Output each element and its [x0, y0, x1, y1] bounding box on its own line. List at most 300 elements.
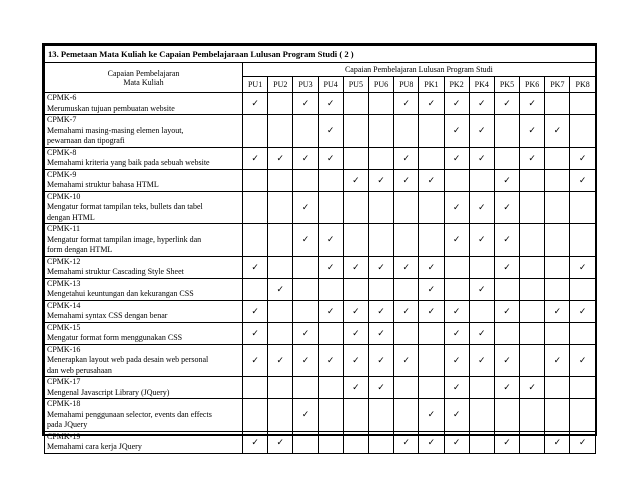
course-outcome-cell — [45, 344, 243, 377]
mapping-cell-pu8 — [394, 322, 419, 344]
checkmark-icon: ✓ — [352, 261, 360, 272]
mapping-cell-pu1 — [243, 431, 268, 453]
mapping-cell-pu5 — [343, 431, 368, 453]
checkmark-icon: ✓ — [326, 305, 335, 316]
checkmark-icon: ✓ — [503, 174, 511, 185]
mapping-cell-pk6 — [520, 278, 545, 300]
mapping-cell-pu4 — [318, 300, 343, 322]
mapping-cell-pu3 — [293, 256, 318, 278]
checkmark-icon: ✓ — [402, 354, 410, 365]
mapping-cell-pu8 — [394, 115, 419, 148]
mapping-cell-pu8 — [394, 431, 419, 453]
outcome-description: Mengenal Javascript Library (JQuery) — [47, 387, 170, 397]
mapping-cell-pk1 — [419, 344, 444, 377]
mapping-cell-pu8 — [394, 224, 419, 257]
mapping-cell-pu4 — [318, 93, 343, 115]
checkmark-icon: ✓ — [402, 174, 410, 185]
mapping-cell-pk7 — [545, 344, 570, 377]
mapping-cell-pk8 — [570, 256, 595, 278]
mapping-cell-pk1 — [419, 115, 444, 148]
checkmark-icon: ✓ — [377, 327, 385, 338]
mapping-cell-pu3 — [293, 169, 318, 191]
mapping-cell-pu3 — [293, 399, 318, 432]
checkmark-icon: ✓ — [503, 234, 511, 245]
mapping-cell-pu1 — [243, 93, 268, 115]
mapping-cell-pu4 — [318, 147, 343, 169]
mapping-cell-pu8 — [394, 169, 419, 191]
mapping-cell-pu5 — [343, 115, 368, 148]
checkmark-icon: ✓ — [427, 409, 436, 420]
course-outcome-cell — [45, 93, 243, 115]
mapping-cell-pk2 — [444, 191, 469, 224]
column-header-pu8: PU8 — [394, 77, 419, 93]
mapping-cell-pu3 — [293, 431, 318, 453]
mapping-cell-pk2 — [444, 93, 469, 115]
mapping-cell-pk5 — [494, 115, 519, 148]
mapping-cell-pu8 — [394, 377, 419, 399]
mapping-cell-pk8 — [570, 377, 595, 399]
course-outcome-cell — [45, 256, 243, 278]
checkmark-icon: ✓ — [578, 436, 587, 447]
checkmark-icon: ✓ — [301, 409, 310, 420]
mapping-cell-pk7 — [545, 224, 570, 257]
mapping-cell-pu4 — [318, 322, 343, 344]
outcome-description: form dengan HTML — [47, 245, 113, 254]
mapping-cell-pk8 — [570, 300, 595, 322]
mapping-cell-pu5 — [343, 300, 368, 322]
checkmark-icon: ✓ — [402, 261, 410, 272]
mapping-cell-pu2 — [268, 147, 293, 169]
mapping-cell-pk8 — [570, 115, 595, 148]
mapping-cell-pk1 — [419, 191, 444, 224]
mapping-cell-pu3 — [293, 300, 318, 322]
checkmark-icon: ✓ — [503, 382, 511, 392]
mapping-cell-pu5 — [343, 344, 368, 377]
mapping-cell-pu1 — [243, 224, 268, 257]
checkmark-icon: ✓ — [503, 354, 511, 365]
table-row — [45, 93, 596, 115]
mapping-cell-pu6 — [368, 256, 393, 278]
mapping-cell-pu3 — [293, 224, 318, 257]
mapping-cell-pu2 — [268, 169, 293, 191]
mapping-cell-pu2 — [268, 224, 293, 257]
checkmark-icon: ✓ — [478, 201, 486, 212]
checkmark-icon: ✓ — [377, 382, 385, 392]
mapping-cell-pk6 — [520, 191, 545, 224]
mapping-cell-pu5 — [343, 399, 368, 432]
table-row — [45, 191, 596, 224]
mapping-cell-pk2 — [444, 377, 469, 399]
mapping-cell-pk7 — [545, 115, 570, 148]
checkmark-icon: ✓ — [326, 125, 335, 136]
table-row — [45, 115, 596, 148]
outcome-description: Merumuskan tujuan pembuatan website — [47, 103, 175, 113]
outcome-description: Memahami kriteria yang baik pada sebuah website — [47, 158, 210, 167]
mapping-cell-pk5 — [494, 377, 519, 399]
course-outcome-cell — [45, 278, 243, 300]
table-row — [45, 147, 596, 169]
outcome-description: pewarnaan dan tipografi — [47, 136, 125, 145]
outcome-description: Mengatur format form menggunakan CSS — [47, 333, 183, 342]
title-row — [45, 46, 596, 63]
mapping-cell-pu1 — [243, 322, 268, 344]
column-header-pu1: PU1 — [243, 77, 268, 93]
mapping-cell-pk2 — [444, 300, 469, 322]
mapping-cell-pk6 — [520, 224, 545, 257]
table-row — [45, 322, 596, 344]
mapping-cell-pk4 — [469, 344, 494, 377]
course-outcome-cell — [45, 191, 243, 224]
mapping-cell-pu1 — [243, 399, 268, 432]
table-row — [45, 256, 596, 278]
course-outcome-cell — [45, 322, 243, 344]
mapping-cell-pu4 — [318, 278, 343, 300]
mapping-cell-pk5 — [494, 169, 519, 191]
mapping-cell-pk5 — [494, 431, 519, 453]
mapping-cell-pu2 — [268, 322, 293, 344]
mapping-cell-pk7 — [545, 322, 570, 344]
mapping-cell-pk1 — [419, 169, 444, 191]
checkmark-icon: ✓ — [553, 125, 562, 136]
outcome-code: CPMK-10 — [47, 191, 81, 201]
mapping-cell-pk5 — [494, 224, 519, 257]
mapping-cell-pu3 — [293, 191, 318, 224]
checkmark-icon: ✓ — [478, 125, 486, 136]
mapping-cell-pu5 — [343, 191, 368, 224]
checkmark-icon: ✓ — [251, 98, 259, 108]
mapping-cell-pu2 — [268, 93, 293, 115]
checkmark-icon: ✓ — [251, 152, 259, 163]
mapping-cell-pk4 — [469, 431, 494, 453]
checkmark-icon: ✓ — [578, 152, 587, 163]
mapping-cell-pu2 — [268, 256, 293, 278]
checkmark-icon: ✓ — [503, 436, 511, 447]
course-outcome-cell — [45, 377, 243, 399]
mapping-cell-pu3 — [293, 115, 318, 148]
checkmark-icon: ✓ — [478, 327, 486, 338]
checkmark-icon: ✓ — [427, 305, 436, 316]
outcome-code: CPMK-13 — [47, 278, 81, 288]
checkmark-icon: ✓ — [578, 174, 587, 185]
mapping-cell-pk6 — [520, 300, 545, 322]
checkmark-icon: ✓ — [427, 261, 436, 272]
mapping-cell-pk1 — [419, 224, 444, 257]
mapping-cell-pu2 — [268, 431, 293, 453]
checkmark-icon: ✓ — [352, 382, 360, 392]
mapping-cell-pu6 — [368, 224, 393, 257]
mapping-cell-pu4 — [318, 224, 343, 257]
mapping-cell-pk5 — [494, 278, 519, 300]
mapping-cell-pk5 — [494, 93, 519, 115]
outcome-description: Mengatur format tampilan image, hyperlink dan — [47, 234, 202, 244]
mapping-table-frame — [42, 43, 597, 451]
outcome-code: CPMK-18 — [47, 399, 81, 408]
checkmark-icon: ✓ — [427, 283, 436, 294]
outcome-code: CPMK-19 — [47, 431, 81, 441]
checkmark-icon: ✓ — [452, 409, 461, 420]
header-course-outcome-line1: Capaian Pembelajaran — [107, 68, 180, 78]
outcome-description: Mengetahui keuntungan dan kekurangan CSS — [47, 289, 194, 298]
checkmark-icon: ✓ — [402, 305, 410, 316]
mapping-cell-pu1 — [243, 344, 268, 377]
mapping-cell-pu2 — [268, 115, 293, 148]
course-outcome-cell — [45, 300, 243, 322]
checkmark-icon: ✓ — [352, 305, 360, 316]
course-outcome-cell — [45, 224, 243, 257]
checkmark-icon: ✓ — [377, 354, 385, 365]
checkmark-icon: ✓ — [352, 354, 360, 365]
outcome-code: CPMK-6 — [47, 93, 77, 102]
outcome-code: CPMK-16 — [47, 344, 81, 354]
mapping-cell-pu8 — [394, 191, 419, 224]
table-row — [45, 431, 596, 453]
checkmark-icon: ✓ — [326, 261, 335, 272]
mapping-cell-pu1 — [243, 300, 268, 322]
course-outcome-cell — [45, 115, 243, 148]
mapping-cell-pu1 — [243, 377, 268, 399]
mapping-cell-pu8 — [394, 93, 419, 115]
outcome-code: CPMK-11 — [47, 224, 81, 233]
checkmark-icon: ✓ — [528, 152, 536, 163]
table-row — [45, 169, 596, 191]
checkmark-icon: ✓ — [452, 382, 461, 392]
mapping-cell-pk2 — [444, 115, 469, 148]
mapping-cell-pk7 — [545, 147, 570, 169]
mapping-cell-pk2 — [444, 224, 469, 257]
table-row — [45, 377, 596, 399]
checkmark-icon: ✓ — [251, 261, 259, 272]
mapping-cell-pu3 — [293, 344, 318, 377]
mapping-cell-pu8 — [394, 399, 419, 432]
checkmark-icon: ✓ — [503, 261, 511, 272]
mapping-cell-pk6 — [520, 169, 545, 191]
mapping-cell-pu6 — [368, 399, 393, 432]
mapping-cell-pk8 — [570, 191, 595, 224]
mapping-cell-pu5 — [343, 322, 368, 344]
checkmark-icon: ✓ — [452, 327, 461, 338]
checkmark-icon: ✓ — [478, 98, 486, 108]
mapping-cell-pk2 — [444, 147, 469, 169]
mapping-cell-pk5 — [494, 300, 519, 322]
mapping-cell-pk4 — [469, 278, 494, 300]
mapping-cell-pk1 — [419, 147, 444, 169]
column-header-pu2: PU2 — [268, 77, 293, 93]
mapping-cell-pk1 — [419, 377, 444, 399]
mapping-cell-pu3 — [293, 147, 318, 169]
table-title: 13. Pemetaan Mata Kuliah ke Capaian Pembelajaraan Lulusan Program Studi ( 2 ) — [45, 46, 596, 63]
course-outcome-cell — [45, 399, 243, 432]
mapping-cell-pk1 — [419, 278, 444, 300]
mapping-cell-pk7 — [545, 399, 570, 432]
checkmark-icon: ✓ — [553, 354, 562, 365]
mapping-cell-pk6 — [520, 256, 545, 278]
course-outcome-cell — [45, 431, 243, 453]
outcome-description: dan web perusahaan — [47, 365, 112, 375]
mapping-cell-pk7 — [545, 191, 570, 224]
checkmark-icon: ✓ — [251, 305, 259, 316]
mapping-cell-pk7 — [545, 377, 570, 399]
mapping-cell-pk1 — [419, 322, 444, 344]
checkmark-icon: ✓ — [478, 354, 486, 365]
mapping-cell-pu3 — [293, 278, 318, 300]
checkmark-icon: ✓ — [251, 327, 259, 338]
checkmark-icon: ✓ — [301, 354, 310, 365]
header-program-outcomes: Capaian Pembelajaran Lulusan Program Studi — [243, 63, 596, 77]
column-header-pu5: PU5 — [343, 77, 368, 93]
mapping-cell-pu4 — [318, 191, 343, 224]
mapping-cell-pu6 — [368, 344, 393, 377]
mapping-cell-pk4 — [469, 115, 494, 148]
table-row — [45, 399, 596, 432]
mapping-cell-pk6 — [520, 377, 545, 399]
table-row — [45, 300, 596, 322]
header-row — [45, 63, 596, 77]
mapping-cell-pu3 — [293, 322, 318, 344]
outcome-description: dengan HTML — [47, 212, 95, 222]
mapping-cell-pu3 — [293, 93, 318, 115]
mapping-cell-pk1 — [419, 399, 444, 432]
mapping-cell-pk4 — [469, 322, 494, 344]
mapping-cell-pk2 — [444, 169, 469, 191]
column-header-pu3: PU3 — [293, 77, 318, 93]
checkmark-icon: ✓ — [377, 261, 385, 272]
checkmark-icon: ✓ — [352, 327, 360, 338]
mapping-cell-pu6 — [368, 115, 393, 148]
mapping-cell-pu6 — [368, 431, 393, 453]
mapping-cell-pk2 — [444, 322, 469, 344]
mapping-cell-pk7 — [545, 169, 570, 191]
mapping-cell-pk6 — [520, 399, 545, 432]
checkmark-icon: ✓ — [452, 354, 461, 365]
mapping-cell-pu1 — [243, 169, 268, 191]
mapping-table — [44, 45, 596, 454]
checkmark-icon: ✓ — [276, 354, 285, 365]
checkmark-icon: ✓ — [452, 234, 461, 245]
mapping-cell-pu8 — [394, 344, 419, 377]
mapping-cell-pk5 — [494, 399, 519, 432]
mapping-cell-pk4 — [469, 224, 494, 257]
mapping-cell-pu8 — [394, 147, 419, 169]
checkmark-icon: ✓ — [276, 283, 285, 294]
checkmark-icon: ✓ — [452, 152, 461, 163]
mapping-cell-pk5 — [494, 191, 519, 224]
mapping-cell-pu6 — [368, 93, 393, 115]
outcome-code: CPMK-7 — [47, 115, 77, 124]
header-course-outcome-line2: Mata Kuliah — [123, 77, 164, 87]
mapping-cell-pk7 — [545, 278, 570, 300]
checkmark-icon: ✓ — [528, 382, 536, 392]
outcome-description: Memahami masing-masing elemen layout, — [47, 125, 184, 135]
mapping-cell-pu6 — [368, 322, 393, 344]
header-course-outcome — [45, 63, 243, 93]
outcome-code: CPMK-17 — [47, 377, 81, 386]
checkmark-icon: ✓ — [251, 354, 259, 365]
checkmark-icon: ✓ — [402, 98, 410, 108]
course-outcome-cell — [45, 147, 243, 169]
column-header-pk7: PK7 — [545, 77, 570, 93]
mapping-cell-pk5 — [494, 147, 519, 169]
mapping-cell-pu5 — [343, 147, 368, 169]
outcome-code: CPMK-14 — [47, 300, 81, 310]
mapping-cell-pu8 — [394, 300, 419, 322]
outcome-code: CPMK-15 — [47, 322, 81, 332]
checkmark-icon: ✓ — [427, 98, 436, 108]
mapping-cell-pk2 — [444, 431, 469, 453]
checkmark-icon: ✓ — [478, 234, 486, 245]
outcome-code: CPMK-9 — [47, 169, 77, 179]
mapping-cell-pk8 — [570, 147, 595, 169]
mapping-cell-pk1 — [419, 431, 444, 453]
mapping-cell-pu1 — [243, 191, 268, 224]
mapping-cell-pk2 — [444, 399, 469, 432]
mapping-cell-pk5 — [494, 256, 519, 278]
mapping-cell-pk1 — [419, 256, 444, 278]
checkmark-icon: ✓ — [553, 436, 562, 447]
mapping-cell-pk6 — [520, 322, 545, 344]
checkmark-icon: ✓ — [326, 354, 335, 365]
mapping-cell-pk8 — [570, 322, 595, 344]
checkmark-icon: ✓ — [402, 436, 410, 447]
mapping-cell-pk4 — [469, 256, 494, 278]
mapping-cell-pk2 — [444, 344, 469, 377]
mapping-cell-pk7 — [545, 431, 570, 453]
mapping-cell-pu5 — [343, 377, 368, 399]
checkmark-icon: ✓ — [452, 305, 461, 316]
checkmark-icon: ✓ — [528, 98, 536, 108]
outcome-code: CPMK-12 — [47, 256, 81, 266]
table-body — [45, 93, 596, 454]
checkmark-icon: ✓ — [503, 98, 511, 108]
checkmark-icon: ✓ — [452, 201, 461, 212]
checkmark-icon: ✓ — [301, 327, 310, 338]
mapping-cell-pk7 — [545, 256, 570, 278]
mapping-cell-pk6 — [520, 93, 545, 115]
mapping-cell-pk4 — [469, 300, 494, 322]
mapping-cell-pu1 — [243, 278, 268, 300]
mapping-cell-pk4 — [469, 169, 494, 191]
checkmark-icon: ✓ — [452, 125, 461, 136]
checkmark-icon: ✓ — [276, 152, 285, 163]
mapping-cell-pu6 — [368, 191, 393, 224]
mapping-cell-pu6 — [368, 169, 393, 191]
course-outcome-cell — [45, 169, 243, 191]
outcome-description: Memahami syntax CSS dengan benar — [47, 311, 168, 320]
table-row — [45, 344, 596, 377]
checkmark-icon: ✓ — [301, 234, 310, 245]
checkmark-icon: ✓ — [578, 354, 587, 365]
outcome-description: Menerapkan layout web pada desain web personal — [47, 355, 209, 364]
checkmark-icon: ✓ — [452, 98, 461, 108]
checkmark-icon: ✓ — [301, 201, 310, 212]
checkmark-icon: ✓ — [326, 98, 335, 108]
mapping-cell-pk4 — [469, 93, 494, 115]
mapping-cell-pu4 — [318, 256, 343, 278]
checkmark-icon: ✓ — [402, 152, 410, 163]
mapping-cell-pu2 — [268, 377, 293, 399]
mapping-cell-pu4 — [318, 399, 343, 432]
checkmark-icon: ✓ — [377, 305, 385, 316]
checkmark-icon: ✓ — [326, 152, 335, 163]
mapping-cell-pk8 — [570, 278, 595, 300]
checkmark-icon: ✓ — [301, 152, 310, 163]
mapping-cell-pk7 — [545, 93, 570, 115]
checkmark-icon: ✓ — [578, 261, 587, 272]
mapping-cell-pk7 — [545, 300, 570, 322]
column-header-pk4: PK4 — [469, 77, 494, 93]
mapping-cell-pk4 — [469, 147, 494, 169]
mapping-cell-pk6 — [520, 344, 545, 377]
checkmark-icon: ✓ — [503, 305, 511, 316]
